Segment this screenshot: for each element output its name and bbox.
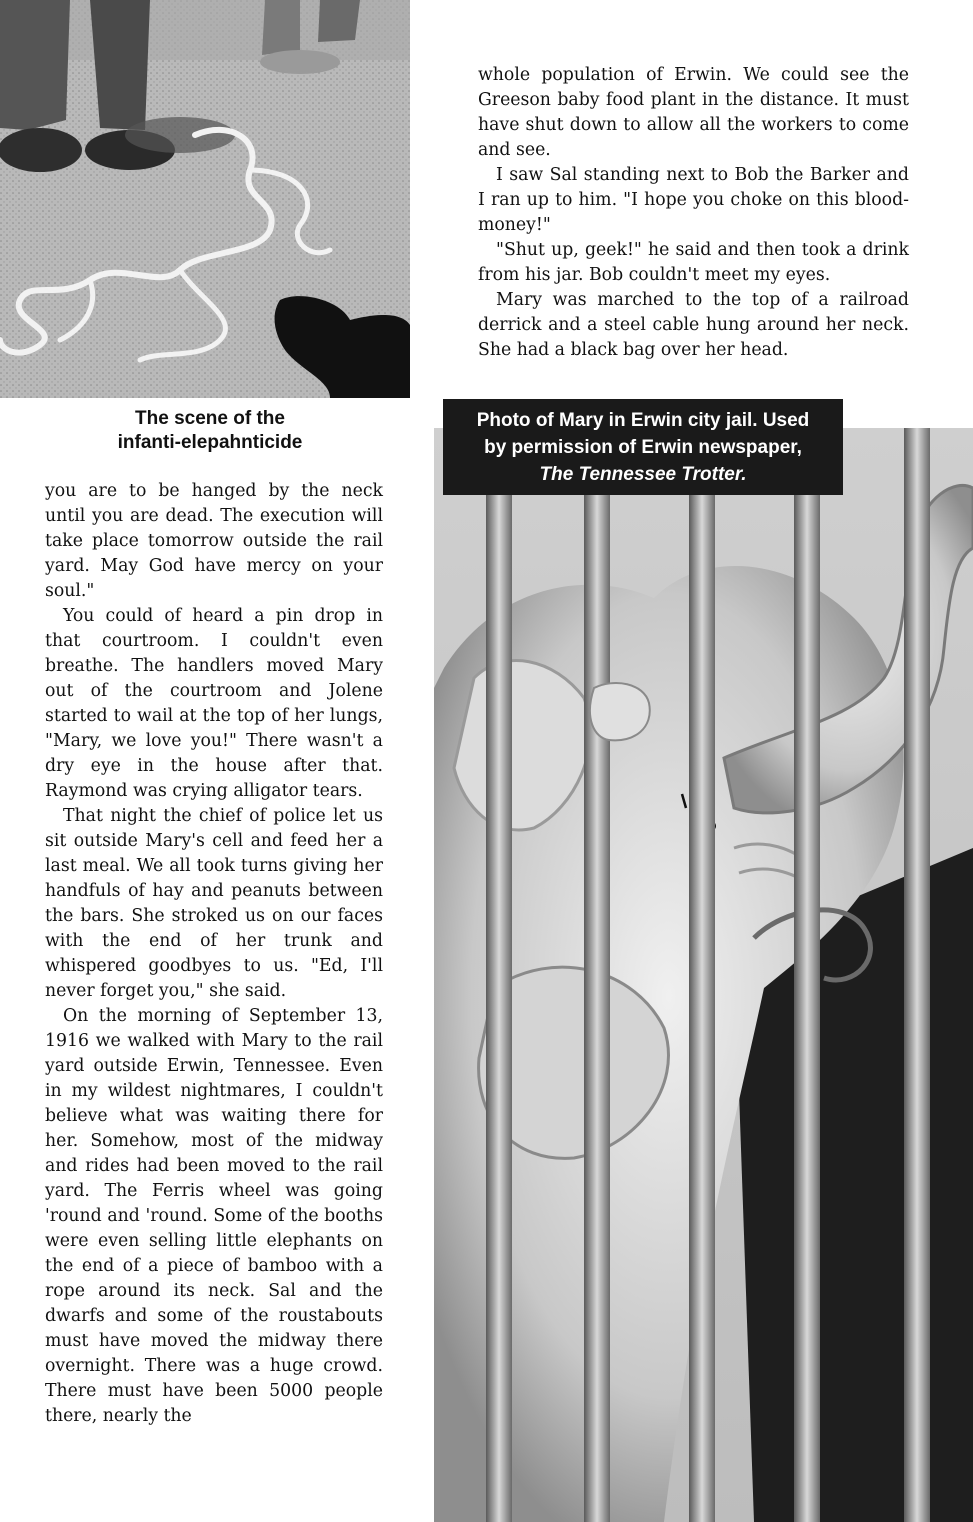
jail-photo-caption — [443, 399, 843, 495]
caption-line: infanti-elepahnticide — [117, 432, 303, 453]
left-column-text — [45, 479, 383, 1429]
caption-line — [443, 461, 843, 488]
right-column-text — [478, 63, 909, 363]
jail-photo — [434, 428, 973, 1522]
paragraph: You could of heard a pin drop in that courtroom. I couldn't even breathe. The handlers moved Mary out of the courtroom and Jolene started to wail at the top of her lungs, "Mary, we love you!" There wasn't a dry eye in the house after that. Raymond was crying alligator tears. — [45, 606, 383, 801]
top-photo-caption — [60, 407, 360, 455]
chalk-outline-illustration — [0, 0, 410, 398]
paragraph: Mary was marched to the top of a railroad derrick and a steel cable hung around her neck. She had a black bag over her head. — [478, 290, 909, 360]
paragraph: "Shut up, geek!" he said and then took a drink from his jar. Bob couldn't meet my eyes. — [478, 240, 909, 285]
paragraph: I saw Sal standing next to Bob the Barker and I ran up to him. "I hope you choke on this blood-money!" — [478, 165, 909, 235]
caption-line: by permission of Erwin newspaper, — [484, 437, 802, 458]
paragraph: On the morning of September 13, 1916 we walked with Mary to the rail yard outside Erwin, Tennessee. Even in my wildest nightmares, I couldn't believe what was waiting there for her. Somehow, most of the midway and rides had been moved to the rail yard. The Ferris wheel was going 'round and 'round. Some of the booths were even selling little elephants on the end of a piece of bamboo with a rope around its neck. Sal and the dwarfs and some of the roustabouts must have moved the midway there overnight. There was a huge crowd. There must have been 5000 people there, nearly the — [45, 1006, 383, 1426]
caption-line: The scene of the — [135, 408, 285, 429]
caption-line: Photo of Mary in Erwin city jail. Used — [476, 410, 810, 431]
paragraph: whole population of Erwin. We could see the Greeson baby food plant in the distance. It must have shut down to allow all the workers to come and see. — [478, 65, 909, 160]
paragraph: you are to be hanged by the neck until you are dead. The execution will take place tomorrow outside the rail yard. May God have mercy on your soul." — [45, 481, 383, 601]
paragraph: That night the chief of police let us sit outside Mary's cell and feed her a last meal. We all took turns giving her handfuls of hay and peanuts between the bars. She stroked us on our faces with the end of her trunk and whispered goodbyes to us. "Ed, I'll never forget you," she said. — [45, 806, 383, 1001]
newspaper-title: The Tennessee Trotter. — [539, 464, 747, 485]
